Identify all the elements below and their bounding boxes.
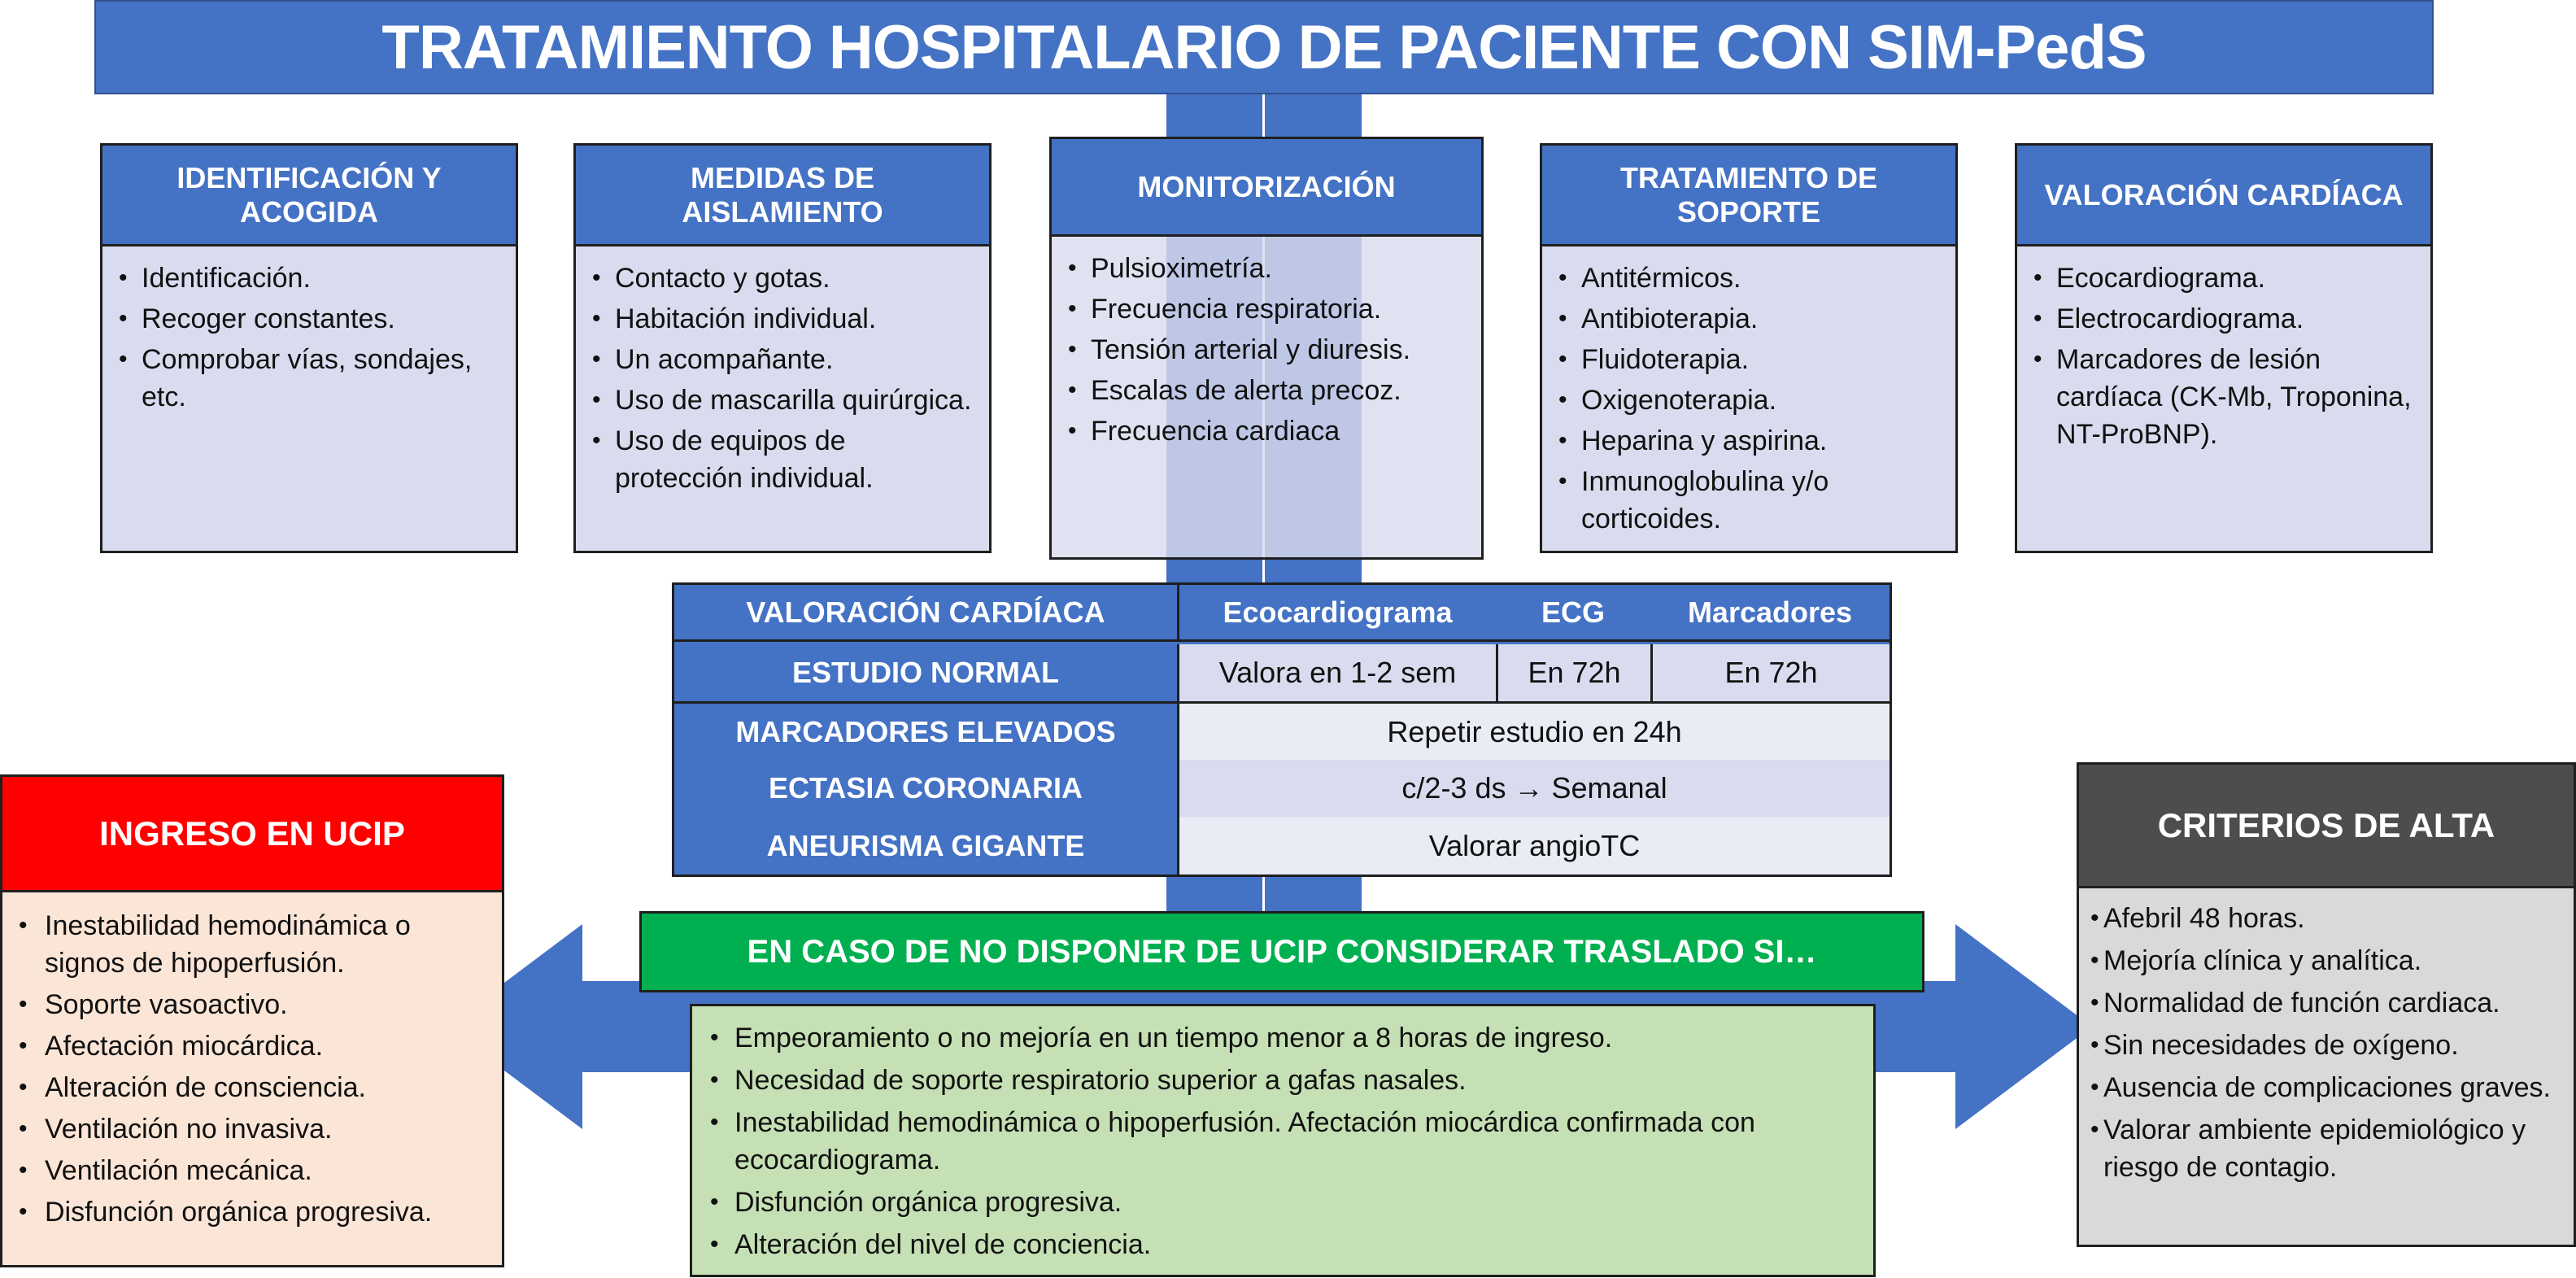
ucip-list bbox=[2, 892, 502, 1231]
list-item: • Uso de equipos de protección individual. bbox=[591, 422, 974, 497]
alta-box bbox=[2077, 762, 2576, 1247]
table-row-label: MARCADORES ELEVADOS bbox=[735, 714, 1116, 748]
list-item: • Uso de mascarilla quirúrgica. bbox=[591, 382, 974, 419]
list-item: • Frecuencia respiratoria. bbox=[1066, 290, 1467, 328]
list-item: • Afectación miocárdica. bbox=[15, 1027, 486, 1065]
card-valoracion-cardiaca bbox=[2015, 143, 2433, 553]
table-header-col: Ecocardiograma bbox=[1177, 585, 1496, 639]
list-item: • Empeoramiento o no mejoría en un tiempo menor a 8 horas de ingreso. bbox=[705, 1019, 1852, 1057]
table-cell: En 72h bbox=[1650, 644, 1890, 701]
table-cell: Repetir estudio en 24h bbox=[1177, 704, 1890, 760]
table-row bbox=[674, 644, 1890, 701]
list-item: • Afebril 48 horas. bbox=[2090, 900, 2561, 937]
traslado-banner: EN CASO DE NO DISPONER DE UCIP CONSIDERAR TRASLADO SI… bbox=[639, 911, 1924, 992]
list-item: • Recoger constantes. bbox=[117, 300, 501, 338]
table-row-label: ECTASIA CORONARIA bbox=[769, 771, 1083, 805]
table-row-label: ANEURISMA GIGANTE bbox=[766, 828, 1085, 862]
list-item: • Ausencia de complicaciones graves. bbox=[2090, 1069, 2561, 1106]
list-item: • Ecocardiograma. bbox=[2032, 260, 2416, 297]
card-list bbox=[1052, 237, 1481, 450]
list-item: • Sin necesidades de oxígeno. bbox=[2090, 1027, 2561, 1064]
card-list bbox=[2017, 246, 2430, 453]
cardiac-assessment-table bbox=[672, 582, 1892, 877]
table-cell: Valora en 1-2 sem bbox=[1177, 644, 1496, 701]
alta-heading: CRITERIOS DE ALTA bbox=[2079, 765, 2574, 888]
card-identificacion bbox=[100, 143, 518, 553]
list-item: • Heparina y aspirina. bbox=[1557, 422, 1941, 460]
card-soporte bbox=[1540, 143, 1958, 553]
list-item: • Identificación. bbox=[117, 260, 501, 297]
list-item: • Soporte vasoactivo. bbox=[15, 986, 486, 1023]
ucip-box bbox=[0, 774, 504, 1267]
list-item: • Valorar ambiente epidemiológico y riesgo de contagio. bbox=[2090, 1111, 2561, 1186]
list-item: • Disfunción orgánica progresiva. bbox=[705, 1184, 1852, 1221]
card-monitorizacion bbox=[1049, 137, 1484, 560]
table-cell: c/2-3 ds → Semanal bbox=[1177, 760, 1890, 817]
list-item: • Ventilación no invasiva. bbox=[15, 1110, 486, 1148]
list-item: • Un acompañante. bbox=[591, 341, 974, 378]
card-heading: VALORACIÓN CARDÍACA bbox=[2017, 146, 2430, 246]
list-item: • Escalas de alerta precoz. bbox=[1066, 372, 1467, 409]
list-item: • Alteración del nivel de conciencia. bbox=[705, 1226, 1852, 1263]
list-item: • Inestabilidad hemodinámica o hipoperfusión. Afectación miocárdica confirmada con ecocardiograma. bbox=[705, 1104, 1852, 1179]
traslado-box bbox=[690, 1004, 1876, 1277]
list-item: • Fluidoterapia. bbox=[1557, 341, 1941, 378]
list-item: • Pulsioximetría. bbox=[1066, 250, 1467, 287]
card-heading: IDENTIFICACIÓN Y ACOGIDA bbox=[102, 146, 516, 246]
list-item: • Electrocardiograma. bbox=[2032, 300, 2416, 338]
list-item: • Normalidad de función cardiaca. bbox=[2090, 984, 2561, 1022]
list-item: • Comprobar vías, sondajes, etc. bbox=[117, 341, 501, 416]
card-heading: TRATAMIENTO DE SOPORTE bbox=[1542, 146, 1955, 246]
list-item: • Frecuencia cardiaca bbox=[1066, 412, 1467, 450]
list-item: • Antibioterapia. bbox=[1557, 300, 1941, 338]
list-item: • Disfunción orgánica progresiva. bbox=[15, 1193, 486, 1231]
table-header-row bbox=[674, 585, 1890, 642]
list-item: • Inmunoglobulina y/o corticoides. bbox=[1557, 463, 1941, 538]
alta-list bbox=[2079, 888, 2574, 1186]
list-item: • Necesidad de soporte respiratorio superior a gafas nasales. bbox=[705, 1062, 1852, 1099]
list-item: • Mejoría clínica y analítica. bbox=[2090, 942, 2561, 979]
list-item: • Ventilación mecánica. bbox=[15, 1152, 486, 1189]
table-row bbox=[674, 760, 1890, 817]
ucip-heading: INGRESO EN UCIP bbox=[2, 777, 502, 892]
list-item: • Contacto y gotas. bbox=[591, 260, 974, 297]
card-list bbox=[1542, 246, 1955, 538]
list-item: • Marcadores de lesión cardíaca (CK-Mb, Troponina, NT-ProBNP). bbox=[2032, 341, 2416, 453]
list-item: • Tensión arterial y diuresis. bbox=[1066, 331, 1467, 369]
card-aislamiento bbox=[573, 143, 992, 553]
table-cell: En 72h bbox=[1496, 644, 1650, 701]
table-cell: Valorar angioTC bbox=[1177, 817, 1890, 875]
card-list bbox=[102, 246, 516, 416]
card-list bbox=[576, 246, 989, 497]
table-row bbox=[674, 817, 1890, 875]
list-item: • Oxigenoterapia. bbox=[1557, 382, 1941, 419]
list-item: • Antitérmicos. bbox=[1557, 260, 1941, 297]
traslado-list bbox=[692, 1006, 1873, 1263]
table-header-col: ECG bbox=[1541, 595, 1605, 629]
table-row-label: ESTUDIO NORMAL bbox=[792, 656, 1059, 689]
card-heading: MEDIDAS DE AISLAMIENTO bbox=[576, 146, 989, 246]
table-row bbox=[674, 701, 1890, 760]
table-header-col: Marcadores bbox=[1687, 595, 1853, 629]
page-title: TRATAMIENTO HOSPITALARIO DE PACIENTE CON SIM-PedS bbox=[94, 0, 2434, 94]
list-item: • Alteración de consciencia. bbox=[15, 1069, 486, 1106]
list-item: • Inestabilidad hemodinámica o signos de hipoperfusión. bbox=[15, 907, 486, 982]
card-heading: MONITORIZACIÓN bbox=[1052, 139, 1481, 237]
list-item: • Habitación individual. bbox=[591, 300, 974, 338]
table-header-label: VALORACIÓN CARDÍACA bbox=[746, 595, 1105, 629]
